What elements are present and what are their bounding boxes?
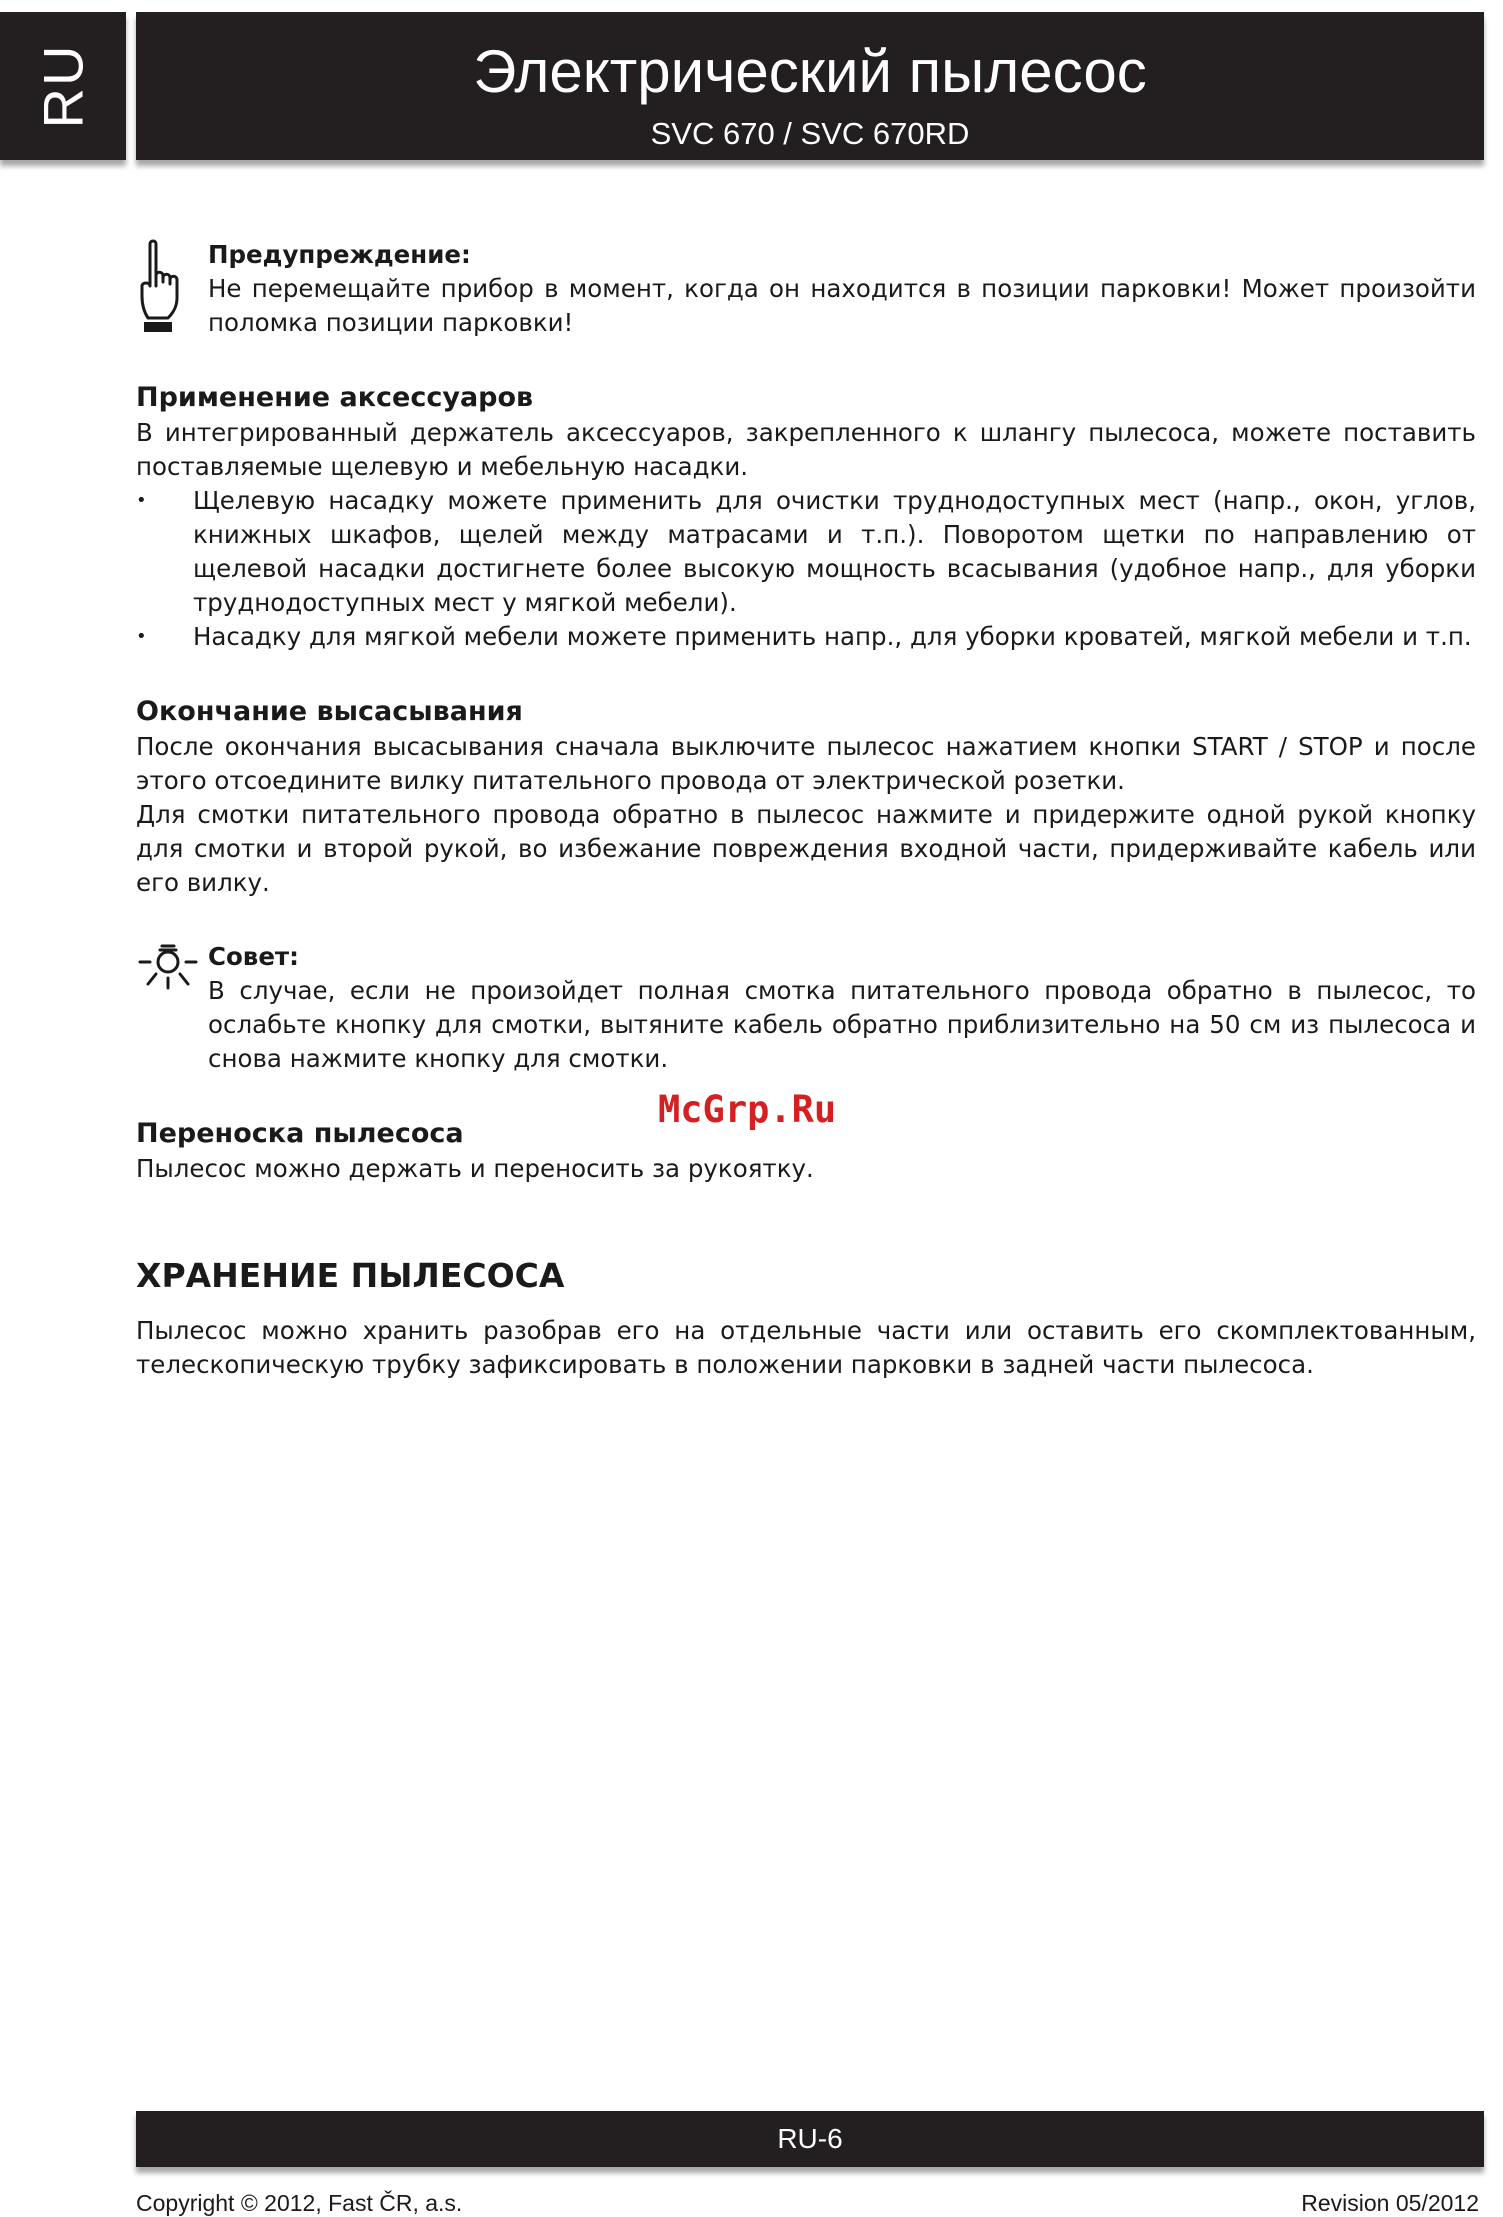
tip-note	[136, 940, 1476, 1076]
list-item: • Насадку для мягкой мебели можете применить напр., для уборки кроватей, мягкой мебели и т.п.	[136, 620, 1476, 654]
warning-text: Не перемещайте прибор в момент, когда он находится в позиции парковки! Может произойти поломка позиции парковки!	[208, 274, 1476, 337]
pointing-hand-icon	[136, 238, 186, 336]
page-title: Электрический пылесос	[473, 38, 1147, 105]
language-tab	[0, 12, 126, 160]
accessories-list	[136, 484, 1476, 654]
tip-text: В случае, если не произойдет полная смотка питательного провода обратно в пылесос, то ослабьте кнопку для смотки, вытяните кабель обратно приблизительно на 50 см из пылесоса и снова нажмите кнопку для смотки.	[208, 976, 1476, 1073]
document-body	[136, 238, 1476, 1382]
warning-title: Предупреждение:	[208, 240, 471, 269]
storage-text: Пылесос можно хранить разобрав его на отдельные части или оставить его скомплектованным, телескопическую трубку зафиксировать в положении парковки в задней части пылесоса.	[136, 1316, 1476, 1379]
watermark: McGrp.Ru	[658, 1088, 837, 1131]
storage-heading: ХРАНЕНИЕ ПЫЛЕСОСА	[136, 1256, 565, 1295]
finish-paragraph-2: Для смотки питательного провода обратно в пылесос нажмите и придержите одной рукой кнопку для смотки и второй рукой, во избежание повреждения входной части, придерживайте кабель или его вилку.	[136, 800, 1476, 897]
finish-heading: Окончание высасывания	[136, 696, 523, 727]
page-number: RU-6	[777, 2123, 843, 2154]
revision: Revision 05/2012	[1301, 2190, 1479, 2216]
warning-note	[136, 238, 1476, 340]
accessories-intro: В интегрированный держатель аксессуаров, закрепленного к шлангу пылесоса, можете поставить поставляемые щелевую и мебельную насадки.	[136, 418, 1476, 481]
lightbulb-icon	[136, 940, 200, 992]
list-item: • Щелевую насадку можете применить для очистки труднодоступных мест (напр., окон, углов, книжных шкафов, щелей между матрасами и т.п.). Поворотом щетки по направлению от щелевой насадки достигнете более высокую мощность всасывания (удобное напр., для уборки труднодоступных мест у мягкой мебели).	[136, 484, 1476, 620]
header-bar	[136, 12, 1484, 160]
footer-bar	[136, 2111, 1484, 2167]
model-subtitle: SVC 670 / SVC 670RD	[650, 116, 970, 151]
carry-heading: Переноска пылесоса	[136, 1118, 464, 1149]
tip-title: Совет:	[208, 942, 299, 971]
carry-text: Пылесос можно держать и переносить за рукоятку.	[136, 1154, 814, 1183]
accessories-heading: Применение аксессуаров	[136, 382, 534, 413]
copyright: Copyright © 2012, Fast ČR, a.s.	[136, 2190, 463, 2216]
language-label: RU	[31, 43, 95, 129]
finish-paragraph-1: После окончания высасывания сначала выключите пылесос нажатием кнопки START / STOP и после этого отсоедините вилку питательного провода от электрической розетки.	[136, 732, 1476, 795]
